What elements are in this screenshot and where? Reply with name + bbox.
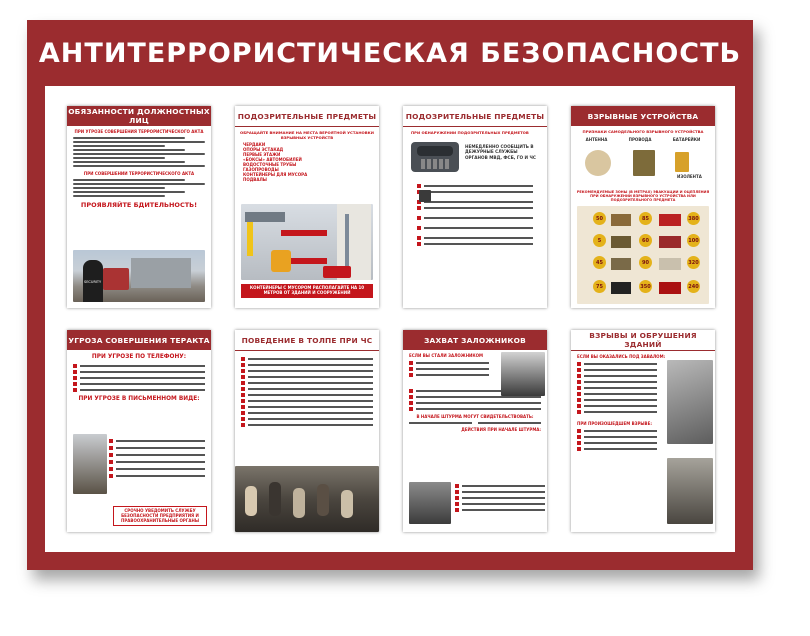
phone-photo bbox=[411, 142, 459, 172]
distance-badge: 85 bbox=[639, 212, 652, 225]
place-item: «БОКСЫ» АВТОМОБИЛЕЙ bbox=[243, 157, 302, 163]
device-label: ПРОВОДА bbox=[628, 136, 652, 142]
distance-badge: 90 bbox=[639, 256, 652, 269]
section-heading: ЕСЛИ ВЫ СТАЛИ ЗАЛОЖНИКОМ bbox=[409, 353, 484, 358]
poster-title: ОБЯЗАННОСТИ ДОЛЖНОСТНЫХ ЛИЦ bbox=[68, 107, 210, 125]
distance-badge: 240 bbox=[687, 280, 700, 293]
section-heading: ПРИ УГРОЗЕ ПО ТЕЛЕФОНУ: bbox=[91, 354, 187, 360]
stand-title: АНТИТЕРРОРИСТИЧЕСКАЯ БЕЗОПАСНОСТЬ bbox=[38, 37, 742, 69]
distance-badge: 45 bbox=[593, 256, 606, 269]
place-item: ЧЕРДАКИ bbox=[243, 142, 266, 148]
device-label: АНТЕННА bbox=[585, 136, 608, 142]
poster-suspicious-items-1[interactable] bbox=[235, 106, 379, 308]
poster-title: УГРОЗА СОВЕРШЕНИЯ ТЕРАКТА bbox=[67, 330, 211, 350]
place-item: ПОДВАЛЫ bbox=[243, 177, 267, 183]
building-illustration bbox=[241, 204, 373, 280]
rescue-photo bbox=[667, 458, 713, 524]
soldier-photo bbox=[73, 434, 107, 494]
distance-badge: 350 bbox=[639, 280, 652, 293]
distance-badge: 320 bbox=[687, 256, 700, 269]
stand-board bbox=[45, 86, 735, 552]
distance-badge: 50 bbox=[593, 212, 606, 225]
text-block bbox=[67, 179, 211, 197]
distance-badge: 75 bbox=[593, 280, 606, 293]
assault-photo bbox=[409, 482, 451, 524]
distance-badge: 380 bbox=[687, 212, 700, 225]
slogan: ПРОЯВЛЯЙТЕ БДИТЕЛЬНОСТЬ! bbox=[80, 200, 198, 209]
poster-building-collapse[interactable] bbox=[571, 330, 715, 532]
icon-phone bbox=[419, 190, 431, 202]
section-heading: ПРИ СОВЕРШЕНИИ ТЕРРОРИСТИЧЕСКОГО АКТА bbox=[83, 170, 195, 176]
place-item: ВОДОСТОЧНЫЕ ТРУБЫ bbox=[243, 162, 297, 168]
section-heading: ПРИ УГРОЗЕ СОВЕРШЕНИЯ ТЕРРОРИСТИЧЕСКОГО АКТА bbox=[74, 129, 204, 134]
bottle-icon bbox=[633, 150, 655, 176]
section-heading: ДЕЙСТВИЯ ПРИ НАЧАЛЕ ШТУРМА: bbox=[461, 426, 541, 432]
distance-badge: 5 bbox=[593, 234, 606, 247]
poster-crowd-behavior[interactable] bbox=[235, 330, 379, 532]
poster-title: ВЗРЫВЫ И ОБРУШЕНИЯ ЗДАНИЙ bbox=[571, 330, 715, 351]
place-item: КОНТЕЙНЕРЫ ДЛЯ МУСОРА bbox=[243, 172, 308, 178]
section-heading: ОБРАЩАЙТЕ ВНИМАНИЕ НА МЕСТА ВЕРОЯТНОЙ УСТАНОВКИ ВЗРЫВНЫХ УСТРОЙСТВ bbox=[240, 130, 374, 140]
poster-title: ПОВЕДЕНИЕ В ТОЛПЕ ПРИ ЧС bbox=[235, 330, 379, 351]
battery-icon bbox=[675, 152, 689, 172]
distance-badge: 60 bbox=[639, 234, 652, 247]
poster-official-duties[interactable] bbox=[67, 106, 211, 308]
section-heading: ПРИЗНАКИ САМОДЕЛЬНОГО ВЗРЫВНОГО УСТРОЙСТВА bbox=[582, 129, 704, 134]
call-instruction: НЕМЕДЛЕННО СООБЩИТЬ В ДЕЖУРНЫЕ СЛУЖБЫ ОРГАНОВ МВД, ФСБ, ГО И ЧС bbox=[465, 144, 536, 160]
poster-terror-threat[interactable] bbox=[67, 330, 211, 532]
zones-heading: РЕКОМЕНДУЕМЫЕ ЗОНЫ (В МЕТРАХ) ЭВАКУАЦИИ И ОЦЕПЛЕНИЯ ПРИ ОБНАРУЖЕНИИ ВЗРЫВНОГО УСТРОЙСТВА ИЛИ ПОДОЗРИТЕЛЬНОГО ПРЕДМЕТА bbox=[576, 190, 710, 203]
poster-title: ПОДОЗРИТЕЛЬНЫЕ ПРЕДМЕТЫ bbox=[235, 106, 379, 127]
poster-suspicious-items-2[interactable] bbox=[403, 106, 547, 308]
section-heading: ПРИ ПРОИЗОШЕДШЕМ ВЗРЫВЕ: bbox=[577, 420, 652, 426]
ruins-photo bbox=[667, 360, 713, 444]
poster-explosive-devices[interactable] bbox=[571, 106, 715, 308]
distance-table bbox=[577, 206, 709, 304]
place-item: ПЕРВЫЕ ЭТАЖИ bbox=[243, 152, 281, 158]
footer-note: КОНТЕЙНЕРЫ С МУСОРОМ РАСПОЛАГАЙТЕ НА 10 МЕТРОВ ОТ ЗДАНИЙ И СООРУЖЕНИЙ bbox=[241, 284, 373, 298]
security-label: SECURITY bbox=[84, 280, 102, 284]
hostage-photo bbox=[501, 352, 545, 396]
device-label: ИЗОЛЕНТА bbox=[677, 174, 702, 179]
info-stand bbox=[27, 20, 753, 570]
poster-title: ЗАХВАТ ЗАЛОЖНИКОВ bbox=[403, 330, 547, 350]
poster-title: ПОДОЗРИТЕЛЬНЫЕ ПРЕДМЕТЫ bbox=[403, 106, 547, 127]
section-heading: В НАЧАЛЕ ШТУРМА МОГУТ СВИДЕТЕЛЬСТВОВАТЬ: bbox=[416, 413, 534, 419]
device-label: БАТАРЕЙКИ bbox=[672, 136, 701, 142]
poster-hostage-taking[interactable] bbox=[403, 330, 547, 532]
distance-badge: 100 bbox=[687, 234, 700, 247]
poster-title: ВЗРЫВНЫЕ УСТРОЙСТВА bbox=[571, 106, 715, 126]
crowd-photo bbox=[235, 466, 379, 532]
section-heading: ПРИ УГРОЗЕ В ПИСЬМЕННОМ ВИДЕ: bbox=[78, 396, 200, 402]
section-heading: ПРИ ОБНАРУЖЕНИИ ПОДОЗРИТЕЛЬНЫХ ПРЕДМЕТОВ bbox=[411, 130, 529, 135]
footer-note: СРОЧНО УВЕДОМИТЬ СЛУЖБУ БЕЗОПАСНОСТИ ПРЕДПРИЯТИЯ И ПРАВООХРАНИТЕЛЬНЫЕ ОРГАНЫ bbox=[113, 506, 207, 526]
security-photo bbox=[73, 250, 205, 302]
place-item: ОПОРЫ ЭСТАКАД bbox=[243, 147, 284, 153]
section-heading: ЕСЛИ ВЫ ОКАЗАЛИСЬ ПОД ЗАВАЛОМ: bbox=[577, 354, 666, 359]
place-item: ГАЗОПРОВОДЫ bbox=[243, 167, 279, 173]
text-block bbox=[67, 137, 211, 167]
clock-icon bbox=[585, 150, 611, 176]
